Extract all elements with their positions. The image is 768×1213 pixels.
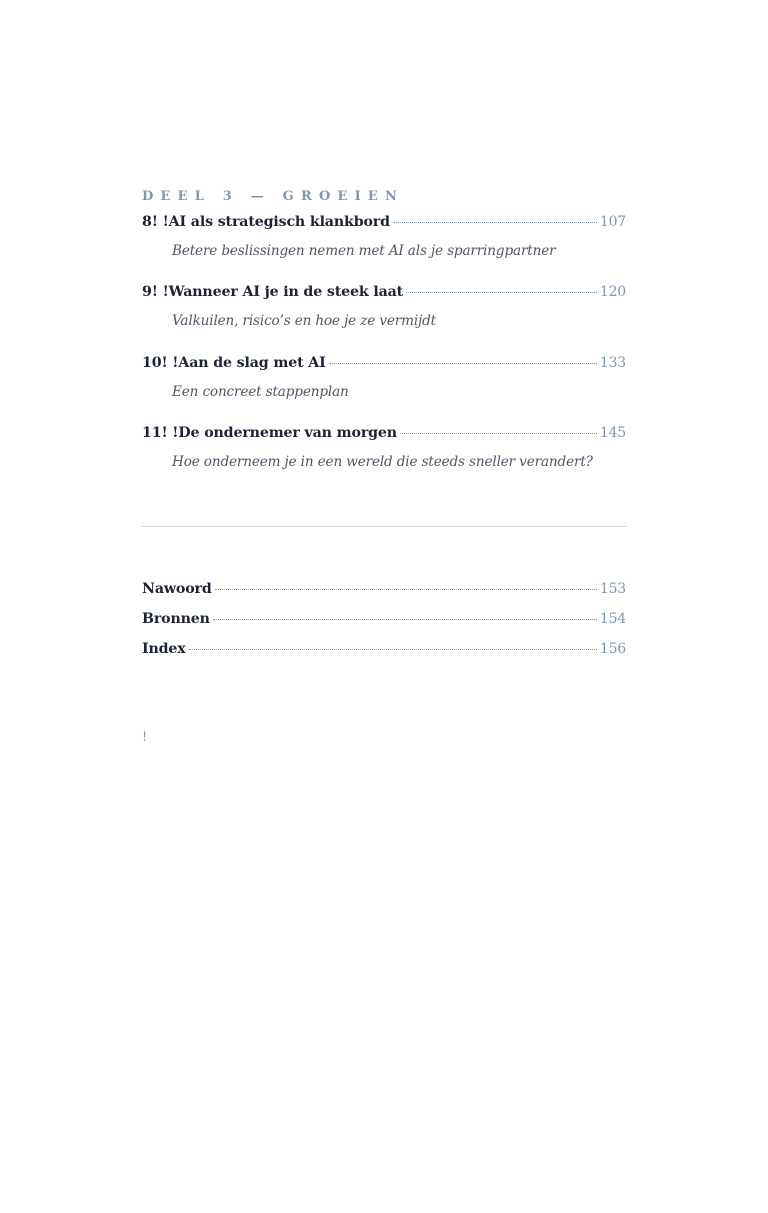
dot-leader [189,649,597,650]
chapter-subtitle: Hoe onderneem je in een wereld die steeds sneller verandert? [172,454,593,470]
toc-entry-chapter-9[interactable] [142,284,626,306]
chapter-title: 8! !AI als strategisch klankbord [142,214,390,230]
toc-entry-chapter-11[interactable] [142,425,626,447]
page-number: 133 [599,355,626,371]
page-number: 156 [599,641,626,657]
page-number: 154 [599,611,626,627]
toc-entry-chapter-10[interactable] [142,355,626,377]
back-matter-title: Index [142,641,186,657]
toc-entry-nawoord[interactable] [142,581,626,603]
chapter-subtitle: Een concreet stappenplan [172,384,349,400]
chapter-subtitle: Valkuilen, risico’s en hoe je ze vermijdt [172,313,436,329]
back-matter-title: Nawoord [142,581,212,597]
chapter-title: 11! !De ondernemer van morgen [142,425,397,441]
part-heading: DEEL 3 — GROEIEN [142,189,405,204]
dot-leader [213,619,597,620]
page-number: 145 [599,425,626,441]
toc-entry-chapter-8[interactable] [142,214,626,236]
page-number: 153 [599,581,626,597]
section-divider [141,526,627,527]
dot-leader [400,433,597,434]
page-number: 107 [599,214,626,230]
chapter-subtitle: Betere beslissingen nemen met AI als je sparringpartner [172,243,556,259]
dot-leader [406,292,597,293]
stray-mark: ! [142,730,148,745]
toc-entry-index[interactable] [142,641,626,663]
dot-leader [329,363,597,364]
page-number: 120 [599,284,626,300]
dot-leader [215,589,597,590]
chapter-title: 10! !Aan de slag met AI [142,355,326,371]
back-matter-title: Bronnen [142,611,210,627]
toc-entry-bronnen[interactable] [142,611,626,633]
chapter-title: 9! !Wanneer AI je in de steek laat [142,284,404,300]
dot-leader [393,222,597,223]
